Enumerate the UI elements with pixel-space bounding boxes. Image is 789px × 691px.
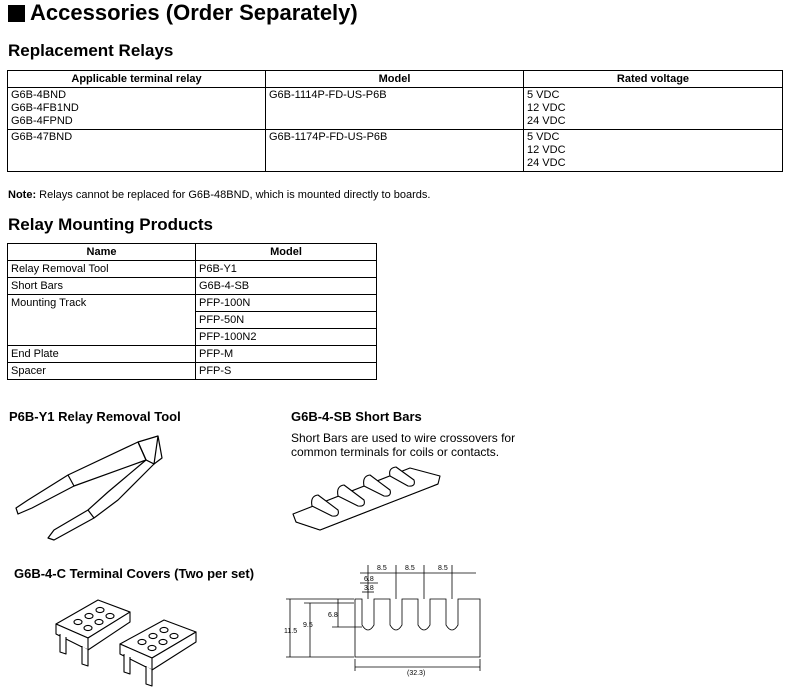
dim-height-mid: 9.5 [303, 622, 313, 629]
product-model-cell: PFP-100N [196, 295, 377, 312]
voltage-cell [524, 130, 783, 172]
product-name-cell: Relay Removal Tool [8, 261, 196, 278]
table-header-row [8, 71, 783, 88]
table-row [8, 295, 377, 312]
voltage-value: 5 VDC [527, 131, 560, 143]
column-header: Model [266, 71, 524, 88]
product-model-cell: G6B-4-SB [196, 278, 377, 295]
terminal-covers-caption: G6B-4-C Terminal Covers (Two per set) [14, 566, 255, 581]
product-name-cell: Spacer [8, 363, 196, 380]
voltage-value: 24 VDC [527, 115, 566, 127]
dim-length: (32.3) [407, 670, 426, 677]
relay-name: G6B-4FPND [11, 115, 73, 127]
dim-pitch-2: 8.5 [405, 565, 415, 572]
mounting-products-table [7, 243, 377, 380]
product-model-cell: PFP-50N [196, 312, 377, 329]
voltage-value: 5 VDC [527, 89, 560, 101]
replacement-note [8, 189, 430, 201]
replacement-relays-heading: Replacement Relays [8, 41, 174, 60]
column-header: Name [8, 244, 196, 261]
dim-slot-outer: 6.8 [364, 576, 374, 583]
product-model-cell: PFP-100N2 [196, 329, 377, 346]
table-row [8, 88, 783, 130]
removal-tool-caption: P6B-Y1 Relay Removal Tool [9, 409, 181, 424]
mounting-products-heading: Relay Mounting Products [8, 215, 213, 234]
page-title [8, 0, 358, 26]
column-header: Applicable terminal relay [8, 71, 266, 88]
relay-cell [8, 130, 266, 172]
short-bars-desc-line-2: common terminals for coils or contacts. [291, 445, 500, 459]
product-model-cell: PFP-M [196, 346, 377, 363]
product-name-cell: Short Bars [8, 278, 196, 295]
dim-pitch-1: 8.5 [377, 565, 387, 572]
short-bars-dimension-drawing [280, 555, 490, 685]
table-row [8, 261, 377, 278]
replacement-relays-table [7, 70, 783, 172]
short-bars-caption: G6B-4-SB Short Bars [291, 409, 422, 424]
relay-name: G6B-4BND [11, 89, 67, 101]
dim-height-total: 11.5 [284, 628, 298, 635]
product-name-cell: End Plate [8, 346, 196, 363]
title-square-icon [8, 5, 25, 22]
table-header-row [8, 244, 377, 261]
page-title-text: Accessories (Order Separately) [30, 0, 358, 25]
column-header: Model [196, 244, 377, 261]
note-text: Relays cannot be replaced for G6B-48BND, which is mounted directly to boards. [36, 189, 431, 201]
voltage-value: 12 VDC [527, 102, 566, 114]
product-model-cell: PFP-S [196, 363, 377, 380]
column-header: Rated voltage [524, 71, 783, 88]
note-label: Note: [8, 189, 37, 201]
table-row [8, 130, 783, 172]
voltage-value: 24 VDC [527, 157, 566, 169]
short-bars-desc-line-1: Short Bars are used to wire crossovers for [291, 431, 516, 445]
product-model-cell: P6B-Y1 [196, 261, 377, 278]
table-row [8, 278, 377, 295]
terminal-covers-illustration [48, 592, 218, 687]
dim-slot-inner: 3.8 [364, 585, 374, 592]
model-cell: G6B-1174P-FD-US-P6B [266, 130, 524, 172]
voltage-value: 12 VDC [527, 144, 566, 156]
relay-cell [8, 88, 266, 130]
dim-pitch-3: 8.5 [438, 565, 448, 572]
table-row [8, 363, 377, 380]
relay-removal-tool-illustration [8, 430, 168, 545]
table-row [8, 346, 377, 363]
short-bars-illustration [290, 462, 445, 537]
product-name-cell: Mounting Track [8, 295, 196, 346]
model-cell: G6B-1114P-FD-US-P6B [266, 88, 524, 130]
voltage-cell [524, 88, 783, 130]
relay-name: G6B-4FB1ND [11, 102, 79, 114]
relay-name: G6B-47BND [11, 131, 73, 143]
dim-slot-depth: 6.8 [328, 612, 338, 619]
